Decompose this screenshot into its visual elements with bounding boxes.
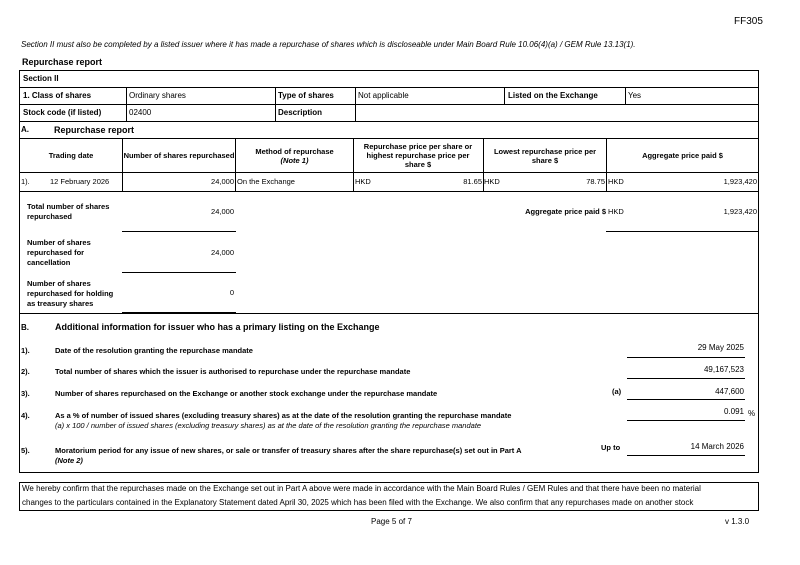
item-value: 29 May 2025	[697, 343, 744, 352]
treasury-label: Number of shares repurchased for holding as treasury shares	[27, 279, 114, 308]
total-shares-label: Total number of shares repurchased	[27, 202, 110, 221]
item-text: As a % of number of issued shares (excluding treasury shares) as at the date of the resolution granting the repurchase mandate	[55, 411, 512, 420]
cancellation-value: 24,000	[211, 248, 234, 257]
stock-code-value: 02400	[129, 108, 152, 117]
type-of-shares-label: Type of shares	[278, 91, 334, 100]
treasury-value: 0	[229, 288, 234, 297]
aggregate-total-currency: HKD	[608, 207, 624, 216]
item-tag: Up to	[601, 443, 621, 452]
row-low-currency: HKD	[484, 177, 500, 186]
item-subtext: (Note 2)	[55, 456, 83, 465]
page-number: Page 5 of 7	[371, 517, 412, 526]
class-of-shares-value: Ordinary shares	[129, 91, 186, 100]
row-index: 1).	[21, 177, 30, 186]
type-of-shares-value: Not applicable	[358, 91, 409, 100]
header-method	[236, 139, 353, 172]
part-b-title: Additional information for issuer who has a primary listing on the Exchange	[55, 322, 380, 332]
row-agg-currency: HKD	[608, 177, 624, 186]
item-value: 49,167,523	[703, 365, 744, 374]
header-highest-price: Repurchase price per share or highest repurchase price per share $	[363, 142, 473, 169]
header-number-of-shares: Number of shares repurchased	[123, 151, 235, 160]
header-method-label: Method of repurchase	[255, 146, 334, 156]
item-text: Moratorium period for any issue of new shares, or sale or transfer of treasury shares after the share repurchase(s) set out in Part A	[55, 446, 522, 455]
item-value: 14 March 2026	[690, 442, 744, 451]
listed-on-exchange-value: Yes	[628, 91, 642, 100]
item-value: 447,600	[715, 387, 744, 396]
item-index: 2).	[21, 367, 30, 376]
confirmation-line-1: We hereby confirm that the repurchases made on the Exchange set out in Part A above were made in accordance with the Main Board Rules / GEM Rules and that there have been no material	[22, 484, 701, 493]
row-method: On the Exchange	[237, 177, 295, 186]
header-aggregate-price: Aggregate price paid $	[642, 151, 723, 160]
item-text: Number of shares repurchased on the Exchange or another stock exchange under the repurchase mandate	[55, 389, 438, 398]
cancellation-label: Number of shares repurchased for cancellation	[27, 238, 91, 267]
class-of-shares-label: 1. Class of shares	[23, 91, 92, 100]
confirmation-line-2: changes to the particulars contained in the Explanatory Statement dated April 30, 2025 which has been filed with the Exchange. We also confirm that any repurchases made on another stock	[22, 498, 694, 507]
row-shares: 24,000	[211, 177, 234, 186]
header-method-note: (Note 1)	[280, 155, 309, 165]
listed-on-exchange-label: Listed on the Exchange	[508, 91, 598, 100]
total-shares-value: 24,000	[211, 207, 234, 216]
item-text: Total number of shares which the issuer is authorised to repurchase under the repurchase mandate	[55, 367, 411, 376]
report-title: Repurchase report	[22, 57, 103, 67]
row-high-price: 81.65	[463, 177, 482, 186]
item-tag: (a)	[612, 387, 622, 396]
aggregate-total-label: Aggregate price paid $	[525, 207, 606, 216]
header-lowest-price: Lowest repurchase price per share $	[493, 146, 597, 165]
item-index: 4).	[21, 411, 30, 420]
form-code: FF305	[734, 16, 763, 27]
row-low-price: 78.75	[586, 177, 605, 186]
item-text: Date of the resolution granting the repurchase mandate	[55, 346, 253, 355]
description-label: Description	[278, 108, 323, 117]
section-label: Section II	[23, 74, 59, 83]
item-index: 5).	[21, 446, 30, 455]
item-index: 3).	[21, 389, 30, 398]
part-a-title: Repurchase report	[54, 124, 135, 135]
row-high-currency: HKD	[355, 177, 371, 186]
version-label: v 1.3.0	[725, 517, 750, 526]
item-subtext: (a) x 100 / number of issued shares (excluding treasury shares) as at the date of the resolution granting the repurchase mandate	[55, 421, 482, 430]
aggregate-total-value: 1,923,420	[723, 207, 757, 216]
intro-note: Section II must also be completed by a listed issuer where it has made a repurchase of shares which is discloseable under Main Board Rule 10.06(4)(a) / GEM Rule 13.13(1).	[21, 40, 636, 49]
item-unit: %	[748, 409, 756, 418]
part-b-letter: B.	[21, 323, 29, 332]
item-index: 1).	[21, 346, 30, 355]
header-trading-date: Trading date	[48, 151, 94, 160]
row-trading-date: 12 February 2026	[50, 177, 110, 186]
part-a-letter: A.	[21, 125, 29, 134]
item-value: 0.091	[723, 407, 744, 416]
row-agg-price: 1,923,420	[723, 177, 757, 186]
stock-code-label: Stock code (if listed)	[23, 108, 102, 117]
